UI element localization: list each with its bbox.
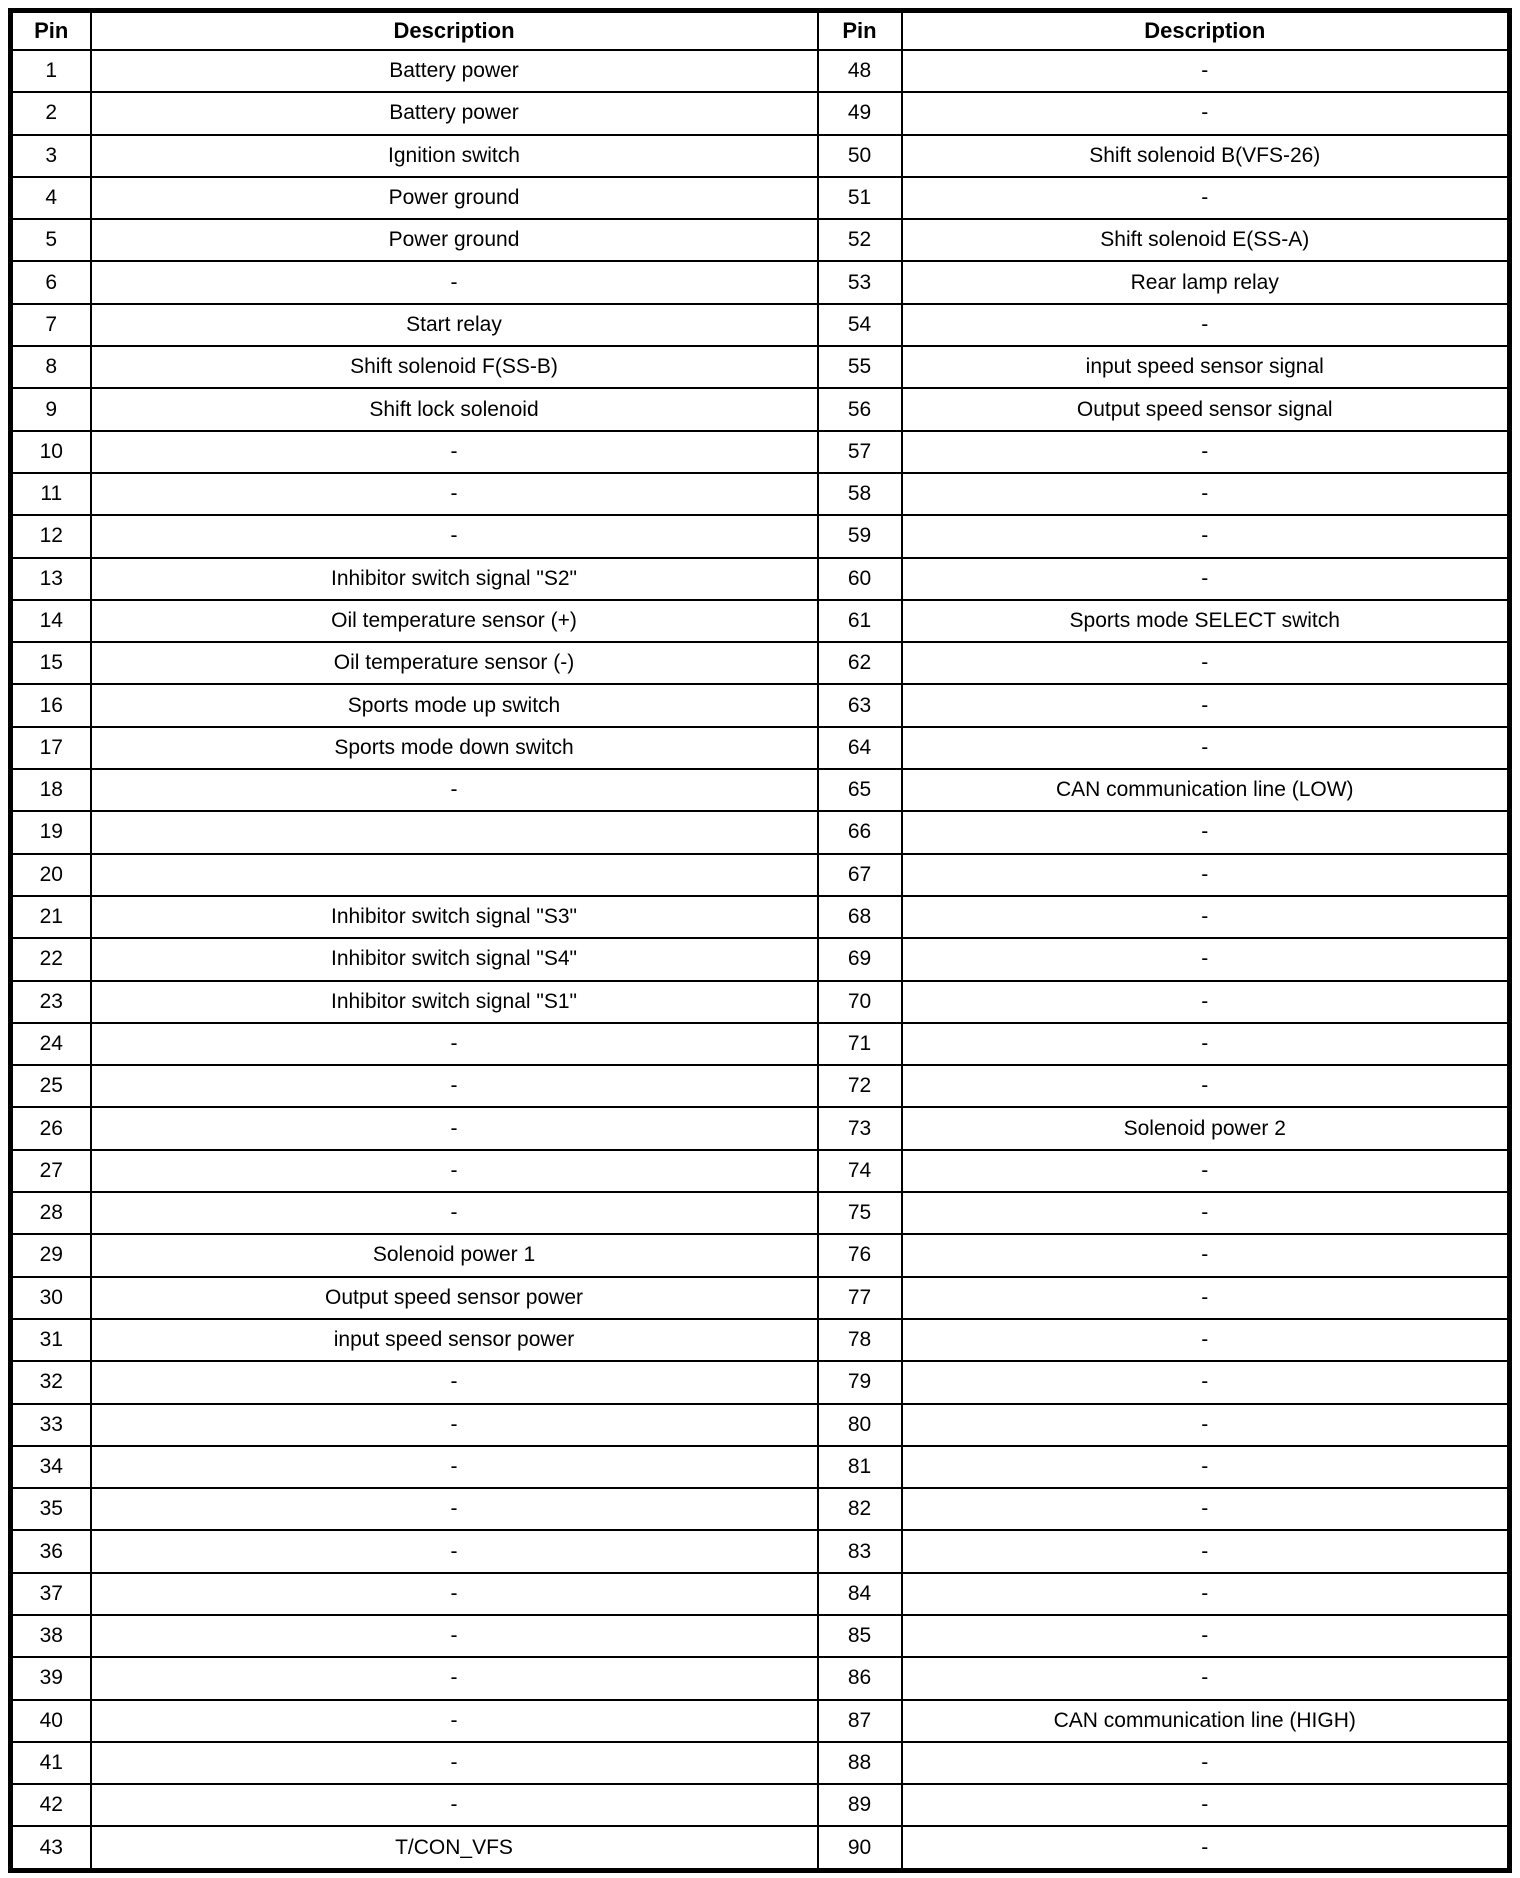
pin-cell-left: 38 (11, 1615, 91, 1657)
description-cell-left: Ignition switch (91, 135, 818, 177)
pin-cell-left: 26 (11, 1107, 91, 1149)
description-cell-left: Inhibitor switch signal "S1" (91, 981, 818, 1023)
pin-cell-left: 5 (11, 219, 91, 261)
pin-cell-right: 77 (818, 1277, 902, 1319)
pin-cell-left: 43 (11, 1826, 91, 1870)
pin-cell-right: 60 (818, 558, 902, 600)
description-cell-left: - (91, 1615, 818, 1657)
description-cell-right: - (902, 642, 1510, 684)
description-cell-left: - (91, 1657, 818, 1699)
description-cell-right: - (902, 473, 1510, 515)
description-cell-right: - (902, 1615, 1510, 1657)
table-row (11, 1361, 1510, 1403)
description-header-left: Description (91, 11, 818, 51)
pin-cell-right: 74 (818, 1150, 902, 1192)
description-cell-left: Power ground (91, 177, 818, 219)
description-cell-right: input speed sensor signal (902, 346, 1510, 388)
pin-cell-left: 11 (11, 473, 91, 515)
table-row (11, 1023, 1510, 1065)
description-cell-right: - (902, 1446, 1510, 1488)
pin-cell-left: 21 (11, 896, 91, 938)
description-cell-left: - (91, 1742, 818, 1784)
table-row (11, 854, 1510, 896)
description-cell-left: Battery power (91, 92, 818, 134)
table-row (11, 473, 1510, 515)
description-cell-right: CAN communication line (LOW) (902, 769, 1510, 811)
table-row (11, 1657, 1510, 1699)
description-cell-right: - (902, 431, 1510, 473)
description-cell-right: - (902, 1826, 1510, 1870)
pin-cell-left: 35 (11, 1488, 91, 1530)
pin-cell-right: 55 (818, 346, 902, 388)
pin-cell-right: 70 (818, 981, 902, 1023)
description-cell-right: Solenoid power 2 (902, 1107, 1510, 1149)
pin-cell-right: 76 (818, 1234, 902, 1276)
description-cell-right: - (902, 1530, 1510, 1572)
table-row (11, 1700, 1510, 1742)
table-row (11, 388, 1510, 430)
description-cell-right: - (902, 1488, 1510, 1530)
pin-cell-right: 78 (818, 1319, 902, 1361)
table-row (11, 558, 1510, 600)
pin-cell-right: 85 (818, 1615, 902, 1657)
pin-cell-left: 24 (11, 1023, 91, 1065)
pin-cell-right: 73 (818, 1107, 902, 1149)
description-cell-left: Battery power (91, 50, 818, 92)
description-cell-right: - (902, 50, 1510, 92)
pin-cell-left: 39 (11, 1657, 91, 1699)
description-cell-right: - (902, 854, 1510, 896)
pin-cell-right: 67 (818, 854, 902, 896)
description-cell-right: - (902, 92, 1510, 134)
pin-cell-left: 32 (11, 1361, 91, 1403)
description-cell-left: - (91, 769, 818, 811)
table-row (11, 896, 1510, 938)
pin-cell-right: 49 (818, 92, 902, 134)
pin-cell-left: 40 (11, 1700, 91, 1742)
description-cell-right: - (902, 1277, 1510, 1319)
pin-cell-left: 3 (11, 135, 91, 177)
description-cell-right: - (902, 177, 1510, 219)
description-cell-right: - (902, 684, 1510, 726)
description-cell-right: - (902, 1742, 1510, 1784)
description-cell-left: Solenoid power 1 (91, 1234, 818, 1276)
description-cell-left: - (91, 1065, 818, 1107)
description-cell-left: - (91, 1404, 818, 1446)
pin-cell-right: 72 (818, 1065, 902, 1107)
pin-cell-right: 52 (818, 219, 902, 261)
pin-cell-left: 19 (11, 811, 91, 853)
description-cell-left: - (91, 1530, 818, 1572)
table-row (11, 769, 1510, 811)
pin-cell-left: 16 (11, 684, 91, 726)
description-cell-right: - (902, 1150, 1510, 1192)
pin-cell-right: 65 (818, 769, 902, 811)
description-header-right: Description (902, 11, 1510, 51)
pin-cell-right: 75 (818, 1192, 902, 1234)
description-cell-left: Sports mode up switch (91, 684, 818, 726)
description-cell-right: - (902, 1023, 1510, 1065)
description-cell-right: - (902, 1784, 1510, 1826)
description-cell-left: Inhibitor switch signal "S3" (91, 896, 818, 938)
pin-cell-left: 2 (11, 92, 91, 134)
table-row (11, 515, 1510, 557)
pin-cell-left: 42 (11, 1784, 91, 1826)
description-cell-left: - (91, 1107, 818, 1149)
pin-cell-right: 87 (818, 1700, 902, 1742)
pin-cell-right: 79 (818, 1361, 902, 1403)
table-row (11, 1488, 1510, 1530)
description-cell-right: - (902, 811, 1510, 853)
pin-cell-left: 7 (11, 304, 91, 346)
pin-cell-left: 36 (11, 1530, 91, 1572)
description-cell-right: Output speed sensor signal (902, 388, 1510, 430)
description-cell-left: - (91, 1023, 818, 1065)
pin-cell-left: 37 (11, 1573, 91, 1615)
description-cell-right: - (902, 1404, 1510, 1446)
pin-cell-right: 59 (818, 515, 902, 557)
table-row (11, 304, 1510, 346)
description-cell-left: - (91, 1700, 818, 1742)
pin-cell-left: 13 (11, 558, 91, 600)
pin-cell-left: 8 (11, 346, 91, 388)
description-cell-left: - (91, 515, 818, 557)
pin-cell-left: 33 (11, 1404, 91, 1446)
table-row (11, 92, 1510, 134)
pin-cell-right: 51 (818, 177, 902, 219)
pin-cell-left: 15 (11, 642, 91, 684)
pin-cell-left: 34 (11, 1446, 91, 1488)
description-cell-left (91, 811, 818, 853)
description-cell-right: - (902, 304, 1510, 346)
description-cell-right: Shift solenoid E(SS-A) (902, 219, 1510, 261)
pin-cell-left: 28 (11, 1192, 91, 1234)
pin-cell-left: 18 (11, 769, 91, 811)
description-cell-left: Output speed sensor power (91, 1277, 818, 1319)
pin-cell-left: 20 (11, 854, 91, 896)
description-cell-left: - (91, 1150, 818, 1192)
pin-cell-right: 83 (818, 1530, 902, 1572)
pin-cell-right: 82 (818, 1488, 902, 1530)
description-cell-left: - (91, 1573, 818, 1615)
description-cell-right: - (902, 558, 1510, 600)
description-cell-left: Power ground (91, 219, 818, 261)
pin-cell-left: 1 (11, 50, 91, 92)
pin-cell-right: 89 (818, 1784, 902, 1826)
description-cell-left: Oil temperature sensor (-) (91, 642, 818, 684)
description-cell-left: T/CON_VFS (91, 1826, 818, 1870)
pin-cell-right: 80 (818, 1404, 902, 1446)
table-row (11, 1615, 1510, 1657)
pin-cell-left: 9 (11, 388, 91, 430)
pin-header-left: Pin (11, 11, 91, 51)
table-row (11, 1530, 1510, 1572)
table-row (11, 600, 1510, 642)
description-cell-right: - (902, 1361, 1510, 1403)
pin-cell-right: 57 (818, 431, 902, 473)
table-row (11, 1826, 1510, 1870)
connector-pin-table (8, 8, 1512, 1873)
description-cell-left: Sports mode down switch (91, 727, 818, 769)
description-cell-right: - (902, 1319, 1510, 1361)
description-cell-left: Shift solenoid F(SS-B) (91, 346, 818, 388)
pin-cell-right: 54 (818, 304, 902, 346)
pin-cell-right: 71 (818, 1023, 902, 1065)
pin-cell-left: 31 (11, 1319, 91, 1361)
pin-cell-right: 86 (818, 1657, 902, 1699)
table-row (11, 1277, 1510, 1319)
description-cell-left: - (91, 1784, 818, 1826)
table-row (11, 1319, 1510, 1361)
table-row (11, 431, 1510, 473)
table-row (11, 1150, 1510, 1192)
pin-header-right: Pin (818, 11, 902, 51)
table-row (11, 1742, 1510, 1784)
pin-cell-right: 56 (818, 388, 902, 430)
description-cell-right: - (902, 981, 1510, 1023)
pin-cell-left: 29 (11, 1234, 91, 1276)
pin-cell-right: 64 (818, 727, 902, 769)
pin-cell-left: 30 (11, 1277, 91, 1319)
pin-cell-left: 41 (11, 1742, 91, 1784)
table-row (11, 642, 1510, 684)
description-cell-right: - (902, 1573, 1510, 1615)
description-cell-left: - (91, 473, 818, 515)
description-cell-left: Inhibitor switch signal "S2" (91, 558, 818, 600)
table-row (11, 938, 1510, 980)
table-row (11, 727, 1510, 769)
table-row (11, 1573, 1510, 1615)
description-cell-left: - (91, 431, 818, 473)
pin-cell-left: 23 (11, 981, 91, 1023)
table-row (11, 346, 1510, 388)
pin-cell-right: 88 (818, 1742, 902, 1784)
description-cell-right: - (902, 1192, 1510, 1234)
table-row (11, 261, 1510, 303)
pin-cell-right: 63 (818, 684, 902, 726)
description-cell-right: CAN communication line (HIGH) (902, 1700, 1510, 1742)
pin-cell-right: 81 (818, 1446, 902, 1488)
description-cell-right: - (902, 515, 1510, 557)
pin-cell-right: 69 (818, 938, 902, 980)
description-cell-right: - (902, 727, 1510, 769)
description-cell-right: Sports mode SELECT switch (902, 600, 1510, 642)
description-cell-right: Rear lamp relay (902, 261, 1510, 303)
description-cell-left: Inhibitor switch signal "S4" (91, 938, 818, 980)
table-row (11, 811, 1510, 853)
table-row (11, 177, 1510, 219)
table-row (11, 1192, 1510, 1234)
description-cell-left: - (91, 1361, 818, 1403)
description-cell-right: - (902, 938, 1510, 980)
table-row (11, 1404, 1510, 1446)
pin-cell-left: 25 (11, 1065, 91, 1107)
description-cell-left: - (91, 261, 818, 303)
pin-cell-left: 14 (11, 600, 91, 642)
pin-cell-right: 68 (818, 896, 902, 938)
pin-cell-right: 61 (818, 600, 902, 642)
pin-cell-right: 62 (818, 642, 902, 684)
description-cell-left: - (91, 1192, 818, 1234)
description-cell-left: Shift lock solenoid (91, 388, 818, 430)
pin-cell-left: 22 (11, 938, 91, 980)
table-row (11, 981, 1510, 1023)
description-cell-right: - (902, 896, 1510, 938)
description-cell-left: Start relay (91, 304, 818, 346)
table-row (11, 135, 1510, 177)
description-cell-left: input speed sensor power (91, 1319, 818, 1361)
pin-table-body (11, 50, 1510, 1870)
table-row (11, 1784, 1510, 1826)
description-cell-right: - (902, 1065, 1510, 1107)
pin-cell-left: 17 (11, 727, 91, 769)
pin-cell-right: 66 (818, 811, 902, 853)
pin-cell-left: 10 (11, 431, 91, 473)
pin-cell-left: 6 (11, 261, 91, 303)
pin-cell-right: 90 (818, 1826, 902, 1870)
description-cell-right: Shift solenoid B(VFS-26) (902, 135, 1510, 177)
pin-cell-left: 27 (11, 1150, 91, 1192)
description-cell-right: - (902, 1657, 1510, 1699)
table-row (11, 219, 1510, 261)
description-cell-left (91, 854, 818, 896)
table-row (11, 1234, 1510, 1276)
description-cell-left: Oil temperature sensor (+) (91, 600, 818, 642)
pin-cell-right: 58 (818, 473, 902, 515)
pin-cell-right: 53 (818, 261, 902, 303)
table-row (11, 50, 1510, 92)
table-row (11, 1446, 1510, 1488)
description-cell-left: - (91, 1446, 818, 1488)
table-row (11, 1107, 1510, 1149)
pin-cell-right: 84 (818, 1573, 902, 1615)
table-row (11, 684, 1510, 726)
pin-cell-left: 12 (11, 515, 91, 557)
pin-cell-right: 48 (818, 50, 902, 92)
pin-cell-left: 4 (11, 177, 91, 219)
table-row (11, 1065, 1510, 1107)
header-row (11, 11, 1510, 51)
pin-cell-right: 50 (818, 135, 902, 177)
description-cell-left: - (91, 1488, 818, 1530)
description-cell-right: - (902, 1234, 1510, 1276)
